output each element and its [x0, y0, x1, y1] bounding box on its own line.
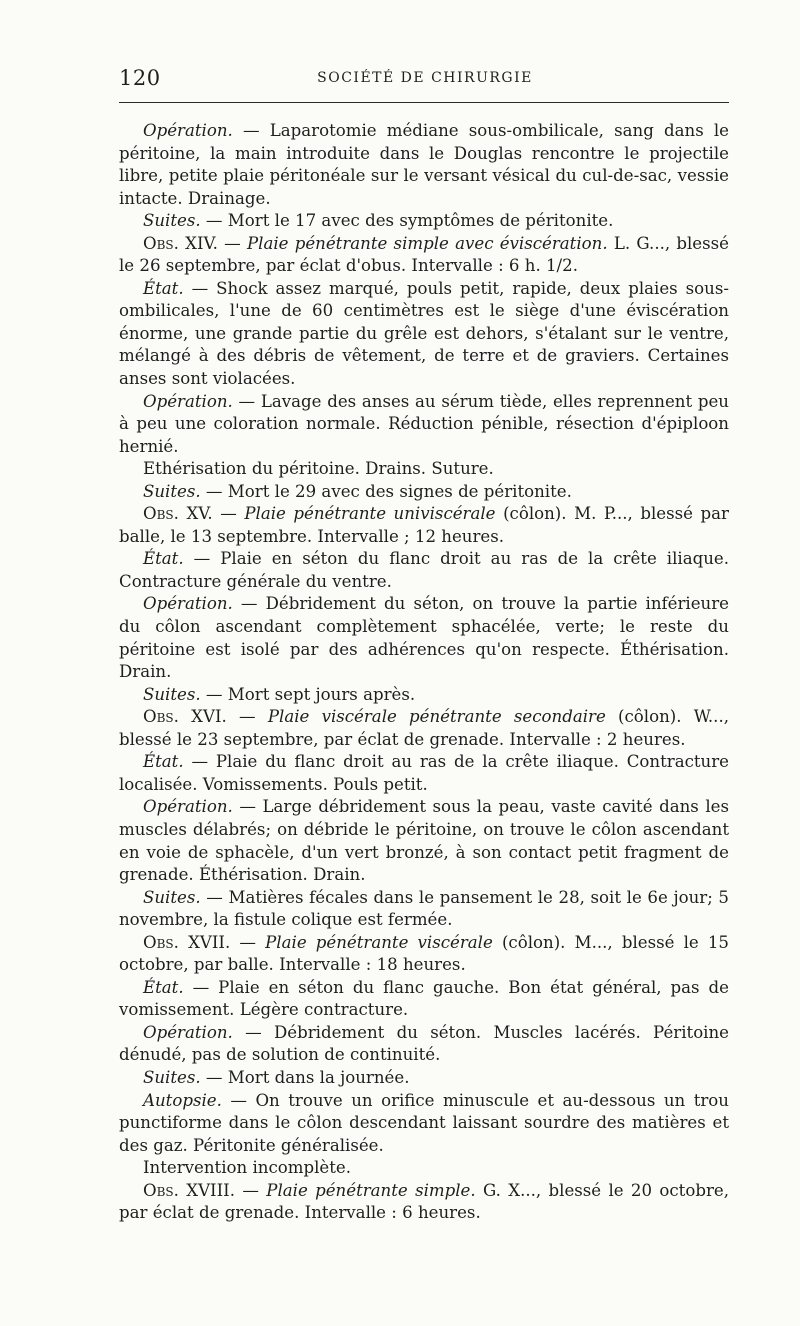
observation-title: Plaie viscérale pénétrante secondaire — [267, 707, 606, 727]
paragraph-text: (côlon). W..., blessé le 23 septembre, par éclat de grenade. Intervalle : 2 heures. — [119, 707, 729, 749]
paragraph-text: — Matières fécales dans le pansement le 28, soit le 6e jour; 5 novembre, la fistule colique est fermée. — [119, 887, 729, 930]
section-lead: Opération. — [143, 594, 233, 614]
page-header — [119, 62, 731, 92]
body-text — [119, 120, 729, 1225]
section-lead: État. — [143, 977, 184, 997]
section-lead: Autopsie. — [143, 1090, 222, 1110]
paragraph-text: — Large débridement sous la peau, vaste cavité dans les muscles délabrés; on débride le péritoine, on trouve le côlon ascendant en voie de sphacèle, d'un vert bronzé, à son contact petit fragment de grenade. Éthérisation. Drain. — [119, 797, 729, 885]
paragraph — [119, 458, 729, 481]
paragraph — [119, 1180, 729, 1225]
paragraph-text: Ethérisation du péritoine. Drains. Suture. — [143, 459, 494, 479]
paragraph-text: — Plaie en séton du flanc gauche. Bon état général, pas de vomissement. Légère contracture. — [119, 977, 729, 1020]
dash: — — [230, 932, 266, 952]
observation-number: Obs. XVI. — [143, 707, 227, 727]
paragraph — [119, 481, 729, 504]
paragraph — [119, 210, 729, 233]
paragraph — [119, 706, 729, 751]
paragraph-text: G. X..., blessé le 20 octobre, par éclat de grenade. Intervalle : 6 heures. — [119, 1180, 729, 1223]
paragraph-text: (côlon). M..., blessé le 15 octobre, par balle. Intervalle : 18 heures. — [119, 932, 729, 975]
paragraph-text: — Plaie en séton du flanc droit au ras de la crête iliaque. Contracture générale du ventre. — [119, 549, 729, 591]
paragraph-text: (côlon). M. P..., blessé par balle, le 13 septembre. Intervalle ; 12 heures. — [119, 504, 729, 546]
observation-number: Obs. XVIII. — [143, 1180, 235, 1200]
paragraph — [119, 1067, 729, 1090]
section-lead: Opération. — [143, 121, 233, 140]
paragraph — [119, 233, 729, 278]
observation-number: Obs. XIV. — [143, 233, 218, 253]
paragraph-text: — Laparotomie médiane sous-ombilicale, sang dans le péritoine, la main introduite dans le Douglas rencontre le projectile libre, petite plaie péritonéale sur le versant vésical du cul-de-sac, vessie intacte. Drainage. — [119, 121, 729, 208]
paragraph-text: — On trouve un orifice minuscule et au-dessous un trou punctiforme dans le côlon descendant laissant sourdre des matières et des gaz. Péritonite généralisée. — [119, 1090, 729, 1155]
paragraph-text: — Débridement du séton. Muscles lacérés. Péritoine dénudé, pas de solution de continuité. — [119, 1022, 729, 1065]
paragraph-text: L. G..., blessé le 26 septembre, par éclat d'obus. Intervalle : 6 h. 1/2. — [119, 233, 729, 276]
paragraph — [119, 503, 729, 548]
section-lead: État. — [143, 752, 184, 772]
running-title: SOCIÉTÉ DE CHIRURGIE — [317, 70, 533, 86]
paragraph-text: Intervention incomplète. — [143, 1158, 351, 1178]
dash: — — [235, 1180, 267, 1200]
observation-title: Plaie pénétrante simple avec éviscération. — [246, 233, 608, 253]
observation-title: Plaie pénétrante simple. — [266, 1180, 476, 1200]
paragraph — [119, 278, 729, 391]
paragraph — [119, 977, 729, 1022]
section-lead: État. — [143, 549, 184, 569]
paragraph — [119, 1157, 729, 1180]
paragraph — [119, 1022, 729, 1067]
paragraph-text: — Lavage des anses au sérum tiède, elles reprennent peu à peu une coloration normale. Réduction pénible, résection d'épiploon hernié. — [119, 391, 729, 456]
section-lead: Suites. — [143, 1067, 201, 1087]
section-lead: Opération. — [143, 391, 233, 411]
paragraph-text: — Débridement du séton, on trouve la partie inférieure du côlon ascendant complètement sphacélée, verte; le reste du péritoine est isolé par des adhérences qu'on respecte. Éthérisation. Drain. — [119, 594, 729, 682]
section-lead: Suites. — [143, 684, 201, 704]
dash: — — [217, 233, 247, 253]
observation-number: Obs. XV. — [143, 504, 213, 524]
dash: — — [212, 504, 245, 524]
header-rule — [119, 102, 729, 103]
paragraph-text: — Mort le 17 avec des symptômes de péritonite. — [200, 211, 614, 231]
section-lead: Suites. — [143, 481, 201, 501]
paragraph — [119, 887, 729, 932]
paragraph — [119, 932, 729, 977]
section-lead: Suites. — [143, 211, 201, 231]
section-lead: État. — [143, 278, 184, 298]
observation-number: Obs. XVII. — [143, 932, 231, 952]
paragraph — [119, 593, 729, 683]
section-lead: Opération. — [143, 797, 233, 817]
paragraph-text: — Mort sept jours après. — [200, 684, 416, 704]
paragraph — [119, 751, 729, 796]
paragraph — [119, 684, 729, 707]
dash: — — [226, 707, 268, 727]
paragraph — [119, 1090, 729, 1158]
paragraph — [119, 391, 729, 459]
paragraph — [119, 796, 729, 886]
paragraph-text: — Shock assez marqué, pouls petit, rapide, deux plaies sous-ombilicales, l'une de 60 centimètres est le siège d'une éviscération énorme, une grande partie du grêle est dehors, s'étalant sur le ventre, mélangé à des débris de vêtement, de terre et de graviers. Certaines anses sont violacées. — [119, 278, 729, 389]
observation-title: Plaie pénétrante univiscérale — [244, 504, 496, 524]
paragraph-text: — Mort le 29 avec des signes de péritonite. — [200, 481, 572, 501]
paragraph — [119, 120, 729, 210]
section-lead: Opération. — [143, 1022, 233, 1042]
paragraph — [119, 548, 729, 593]
section-lead: Suites. — [143, 887, 201, 907]
observation-title: Plaie pénétrante viscérale — [265, 932, 493, 952]
paragraph-text: — Plaie du flanc droit au ras de la crête iliaque. Contracture localisée. Vomissements. Pouls petit. — [119, 752, 729, 794]
paragraph-text: — Mort dans la journée. — [200, 1067, 410, 1087]
page-number: 120 — [119, 66, 161, 90]
